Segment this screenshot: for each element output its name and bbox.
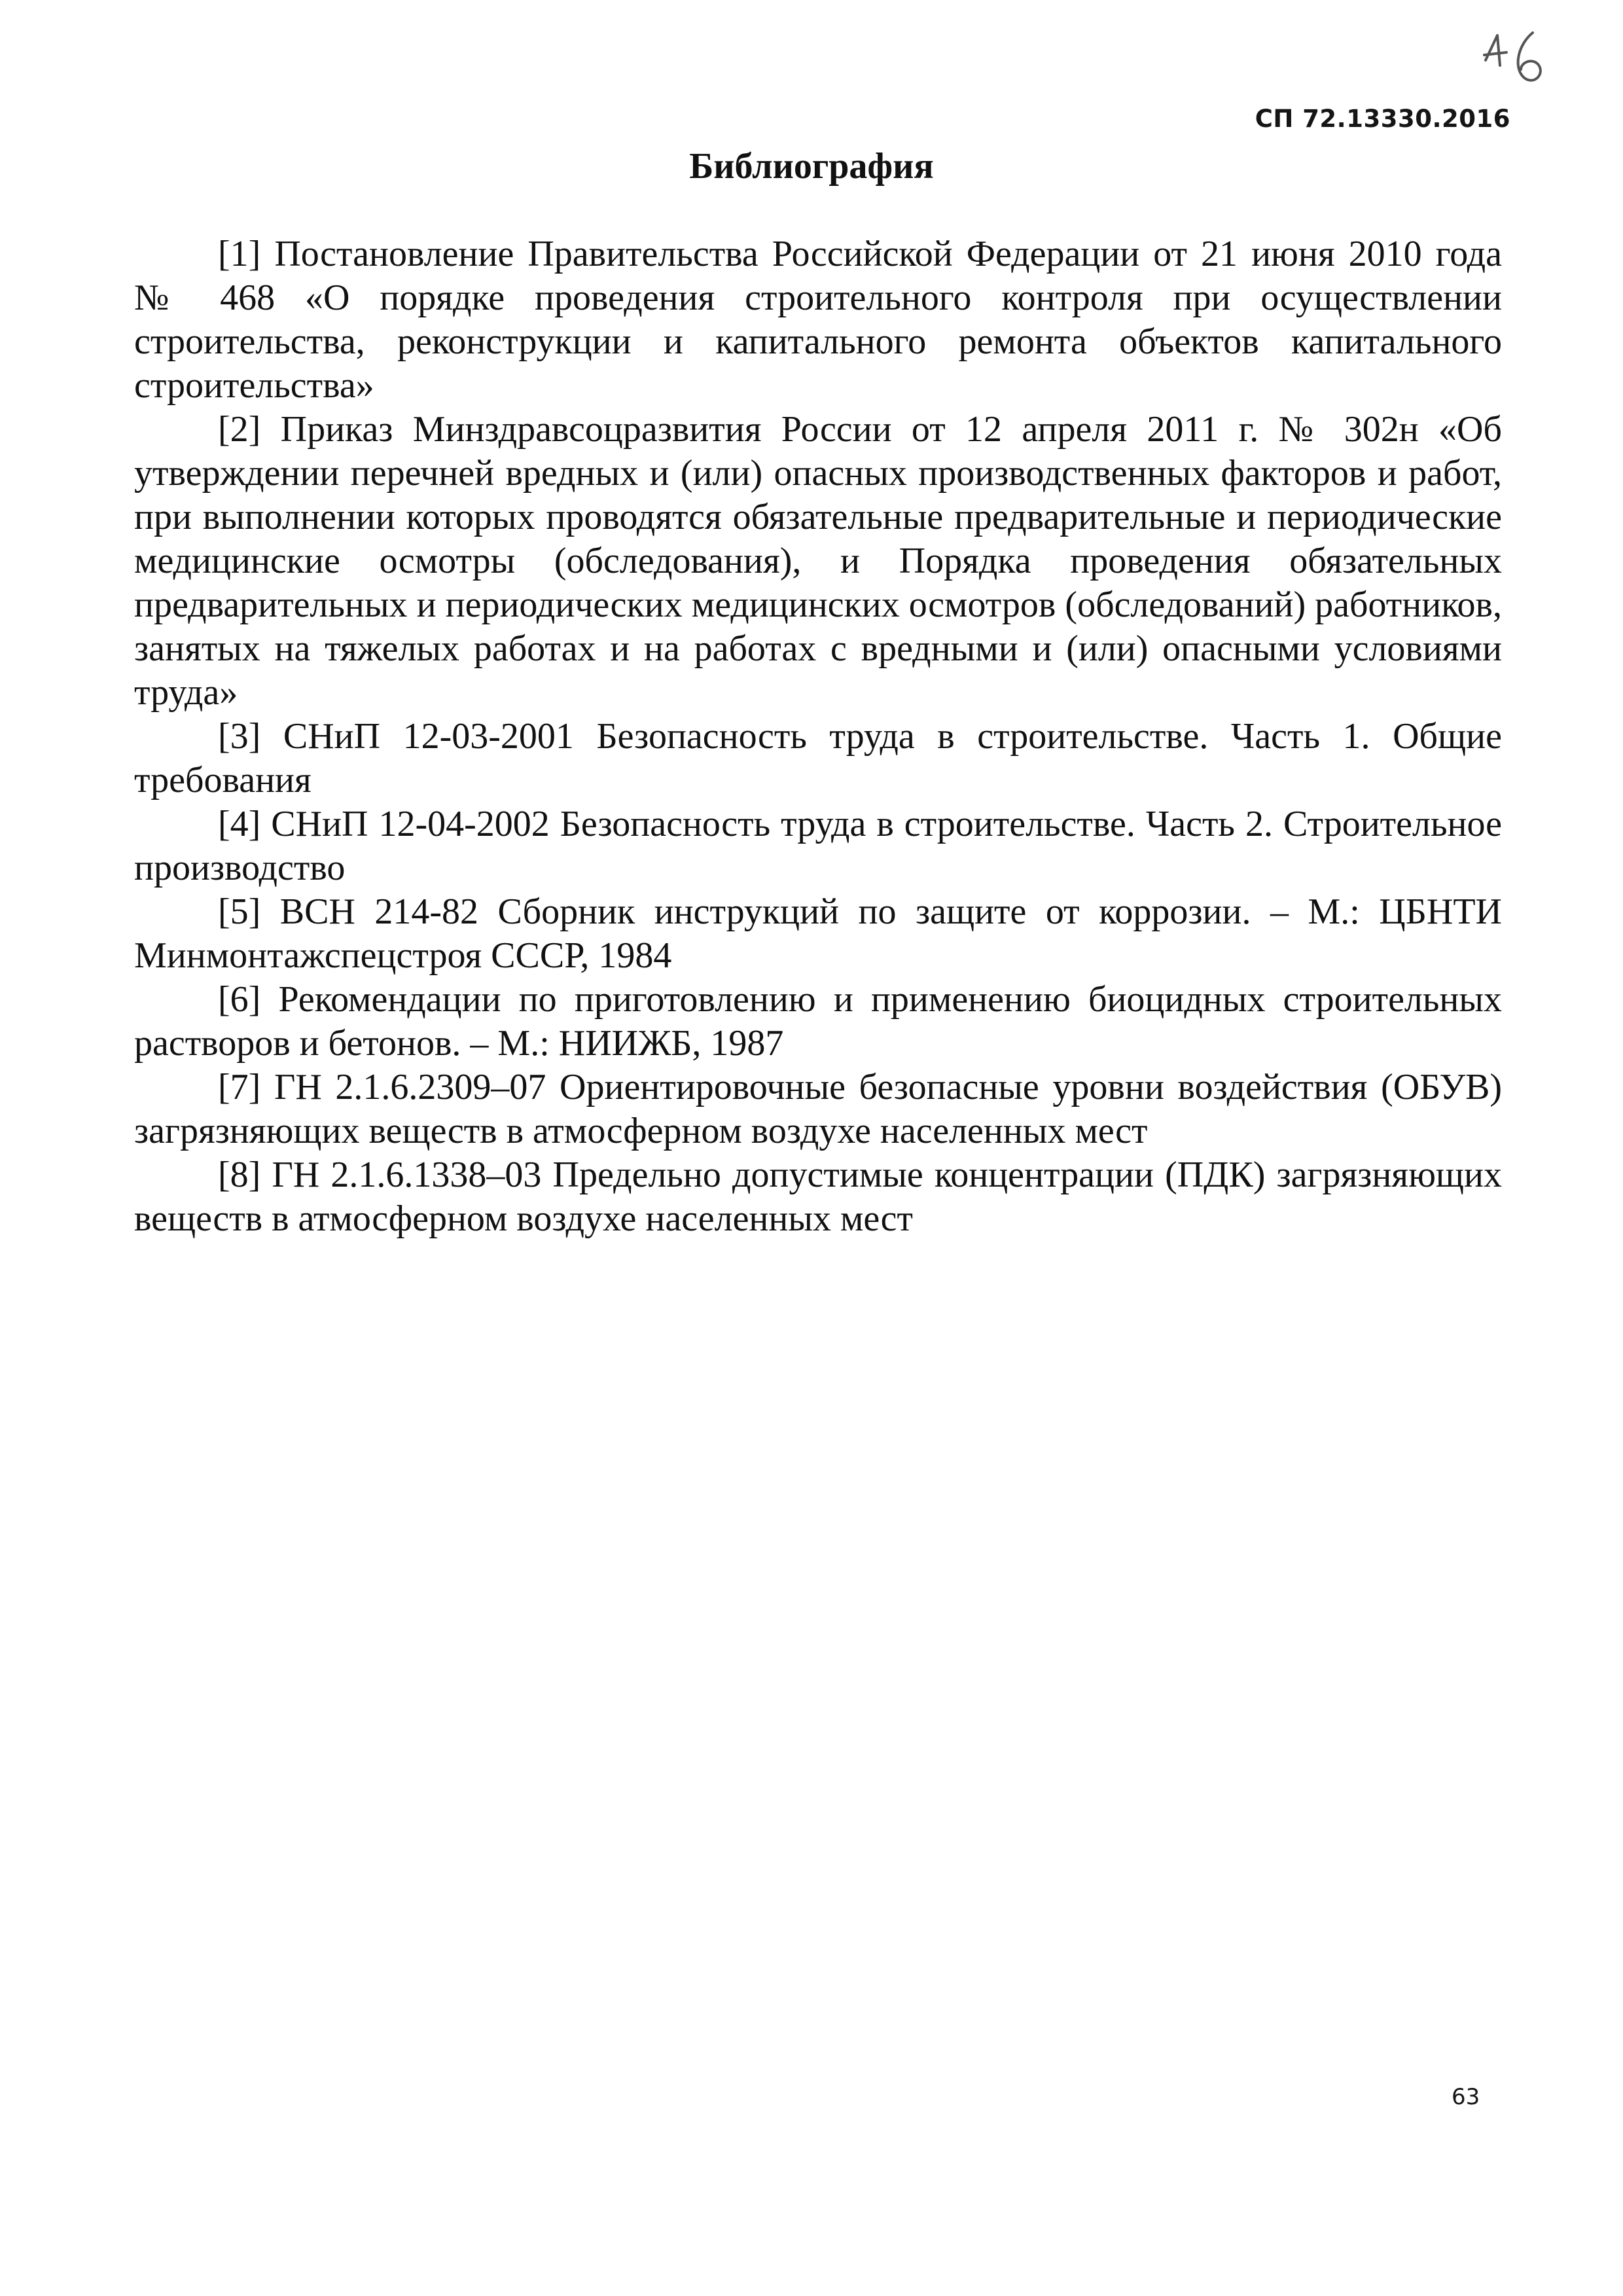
bibliography-entry-6: [6] Рекомендации по приготовлению и применению биоцидных строительных растворов и бетонов. – М.: НИИЖБ, 1987 [134, 979, 1502, 1064]
bibliography-entry-4: [4] СНиП 12-04-2002 Безопасность труда в строительстве. Часть 2. Строительное производство [134, 804, 1502, 888]
bibliography-entry-8: [8] ГН 2.1.6.1338–03 Предельно допустимые концентрации (ПДК) загрязняющих веществ в атмосферном воздухе населенных мест [134, 1155, 1502, 1239]
page-title: Библиография [689, 146, 934, 187]
bibliography-entry-1: [1] Постановление Правительства Российской Федерации от 21 июня 2010 года № 468 «О порядке проведения строительного контроля при осуществлении строительства, реконструкции и капитального ремонта объектов капитального строительства» [134, 234, 1502, 406]
bibliography-entry-3: [3] СНиП 12-03-2001 Безопасность труда в строительстве. Часть 1. Общие требования [134, 716, 1502, 800]
handwritten-page-number [1480, 26, 1552, 89]
bibliography-list [134, 232, 1502, 1241]
bibliography-entry-5: [5] ВСН 214-82 Сборник инструкций по защите от коррозии. – М.: ЦБНТИ Минмонтажспецстроя СССР, 1984 [134, 891, 1502, 976]
page-number: 63 [1452, 2084, 1480, 2110]
bibliography-entry-7: [7] ГН 2.1.6.2309–07 Ориентировочные безопасные уровни воздействия (ОБУВ) загрязняющих веществ в атмосферном воздухе населенных мест [134, 1067, 1502, 1151]
bibliography-entry-2: [2] Приказ Минздравсоцразвития России от 12 апреля 2011 г. № 302н «Об утверждении перечней вредных и (или) опасных производственных факторов и работ, при выполнении которых проводятся обязательные предварительные и периодические медицинские осмотры (обследования), и Порядка проведения обязательных предварительных и периодических медицинских осмотров (обследований) работников, занятых на тяжелых работах и на работах с вредными и (или) опасными условиями труда» [134, 409, 1502, 713]
document-code: СП 72.13330.2016 [1255, 105, 1510, 133]
